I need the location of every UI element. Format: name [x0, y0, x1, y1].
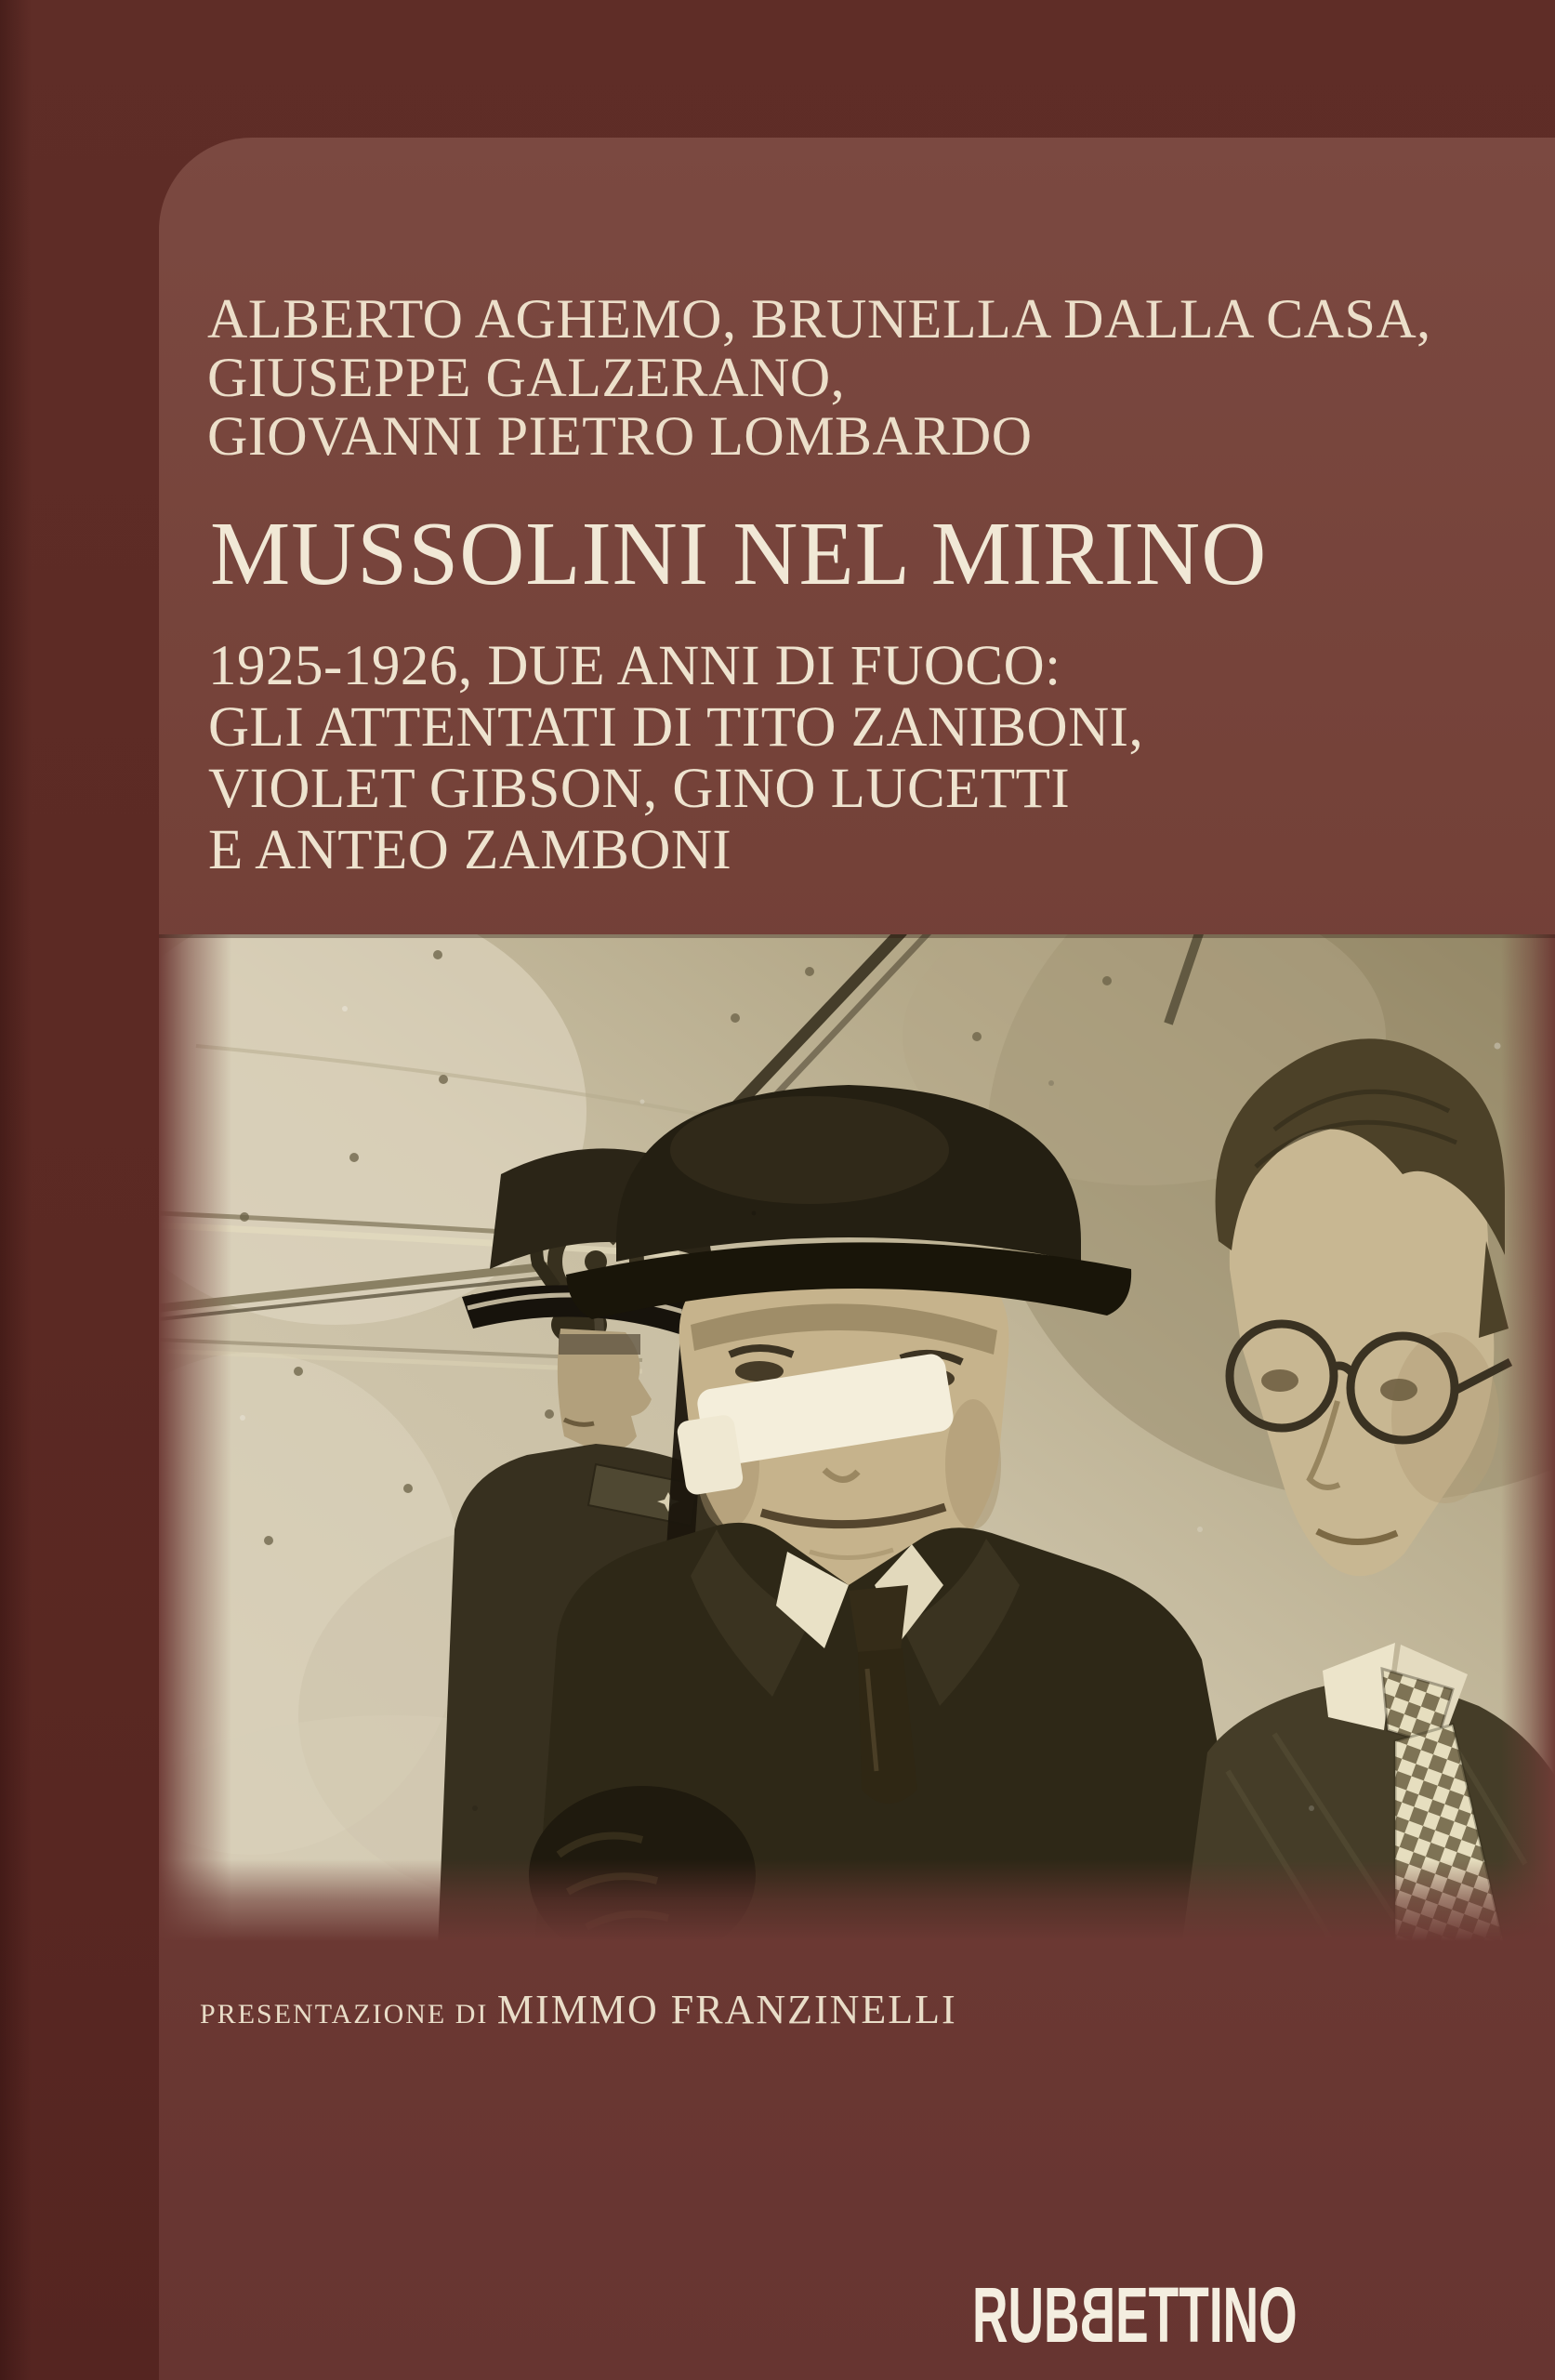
- subtitle-line: E ANTEO ZAMBONI: [208, 819, 732, 881]
- spine-shadow: [0, 0, 32, 2380]
- photo-top-edge: [159, 934, 1555, 938]
- cover-photo: [159, 934, 1555, 1949]
- presentation-line: [200, 1986, 957, 2033]
- publisher-logo: [972, 2270, 1298, 2360]
- subtitle-line: 1925-1926, DUE ANNI DI FUOCO:: [208, 635, 1061, 697]
- author-line: ALBERTO AGHEMO, BRUNELLA DALLA CASA,: [207, 288, 1431, 350]
- subtitle-block: [208, 636, 1143, 881]
- author-line: GIUSEPPE GALZERANO,: [207, 347, 846, 408]
- subtitle-line: GLI ATTENTATI DI TITO ZANIBONI,: [208, 696, 1144, 759]
- logo-mirrored-b: B: [1079, 2271, 1116, 2359]
- authors-block: [207, 290, 1431, 466]
- subtitle-line: VIOLET GIBSON, GINO LUCETTI: [208, 758, 1071, 820]
- logo-text-start: RUB: [972, 2271, 1080, 2359]
- book-title: MUSSOLINI NEL MIRINO: [210, 504, 1268, 603]
- author-line: GIOVANNI PIETRO LOMBARDO: [207, 405, 1033, 467]
- logo-text-end: ETTINO: [1115, 2271, 1298, 2359]
- presentation-name: MIMMO FRANZINELLI: [496, 1987, 957, 2032]
- presentation-prefix: PRESENTAZIONE DI: [200, 1999, 497, 2030]
- photo-illustration: [159, 934, 1555, 1949]
